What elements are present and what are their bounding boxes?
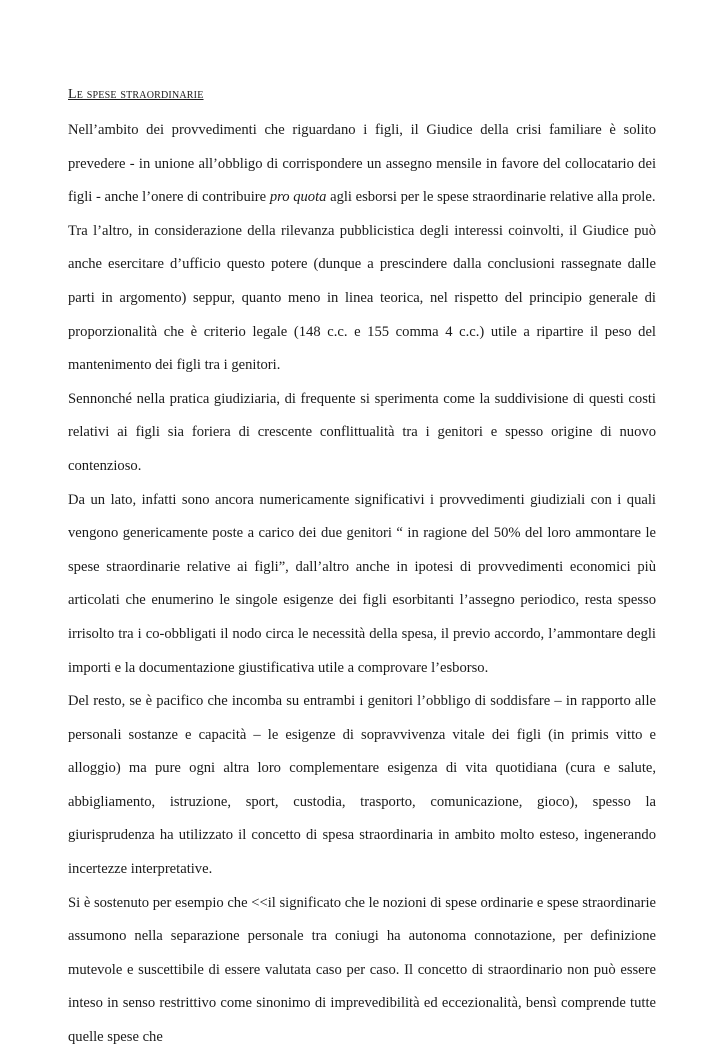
document-page bbox=[68, 84, 656, 1055]
paragraph-1-text-b: agli esborsi per le spese straordinarie relative alla prole. bbox=[326, 189, 656, 206]
paragraph-6: Si è sostenuto per esempio che <<il significato che le nozioni di spese ordinarie e spese straordinarie assumono nella separazione personale tra coniugi ha autonoma connotazione, per definizione mutevole e suscettibile di essere valutata caso per caso. Il concetto di straordinario non può essere inteso in senso restrittivo come sinonimo di imprevedibilità ed eccezionalità, bensì comprende tutte quelle spese che bbox=[68, 894, 656, 1046]
paragraph-3: Sennonché nella pratica giudiziaria, di frequente si sperimenta come la suddivisione di questi costi relativi ai figli sia foriera di crescente conflittualità tra i genitori e spesso origine di nuovo contenzioso. bbox=[68, 390, 656, 474]
paragraph-1-text-a: Nell’ambito dei provvedimenti che riguardano i figli, il Giudice della crisi familiare è solito prevedere - in unione all’obbligo di corrispondere un assegno mensile in favore del collocatario dei figli - anche l’onere di contribuire bbox=[68, 122, 656, 206]
paragraph-1 bbox=[68, 114, 656, 215]
paragraph-2: Tra l’altro, in considerazione della rilevanza pubblicistica degli interessi coinvolti, il Giudice può anche esercitare d’ufficio questo potere (dunque a prescindere dalla conclusioni rassegnate dalle parti in argomento) seppur, quanto meno in linea teorica, nel rispetto del principio generale di proporzionalità che è criterio legale (148 c.c. e 155 comma 4 c.c.) utile a ripartire il peso del mantenimento dei figli tra i genitori. bbox=[68, 222, 656, 374]
paragraph-5: Del resto, se è pacifico che incomba su entrambi i genitori l’obbligo di soddisfare – in rapporto alle personali sostanze e capacità – le esigenze di sopravvivenza vitale dei figli (in primis vitto e alloggio) ma pure ogni altra loro complementare esigenza di vita quotidiana (cura e salute, abbigliamento, istruzione, sport, custodia, trasporto, comunicazione, gioco), spesso la giurisprudenza ha utilizzato il concetto di spesa straordinaria in ambito molto esteso, ingenerando incertezze interpretative. bbox=[68, 693, 656, 878]
paragraph-1-emphasis: pro quota bbox=[269, 189, 327, 206]
paragraph-4: Da un lato, infatti sono ancora numericamente significativi i provvedimenti giudiziali con i quali vengono genericamente poste a carico dei due genitori “ in ragione del 50% del loro ammontare le spese straordinarie relative ai figli”, dall’altro anche in ipotesi di provvedimenti economici più articolati che enumerino le singole esigenze dei figli esorbitanti l’assegno periodico, resta spesso irrisolto tra i co-obbligati il nodo circa le necessità della spesa, il previo accordo, l’ammontare degli importi e la documentazione giustificativa utile a comprovare l’esborso. bbox=[68, 491, 656, 676]
section-heading: Le spese straordinarie bbox=[68, 87, 204, 102]
